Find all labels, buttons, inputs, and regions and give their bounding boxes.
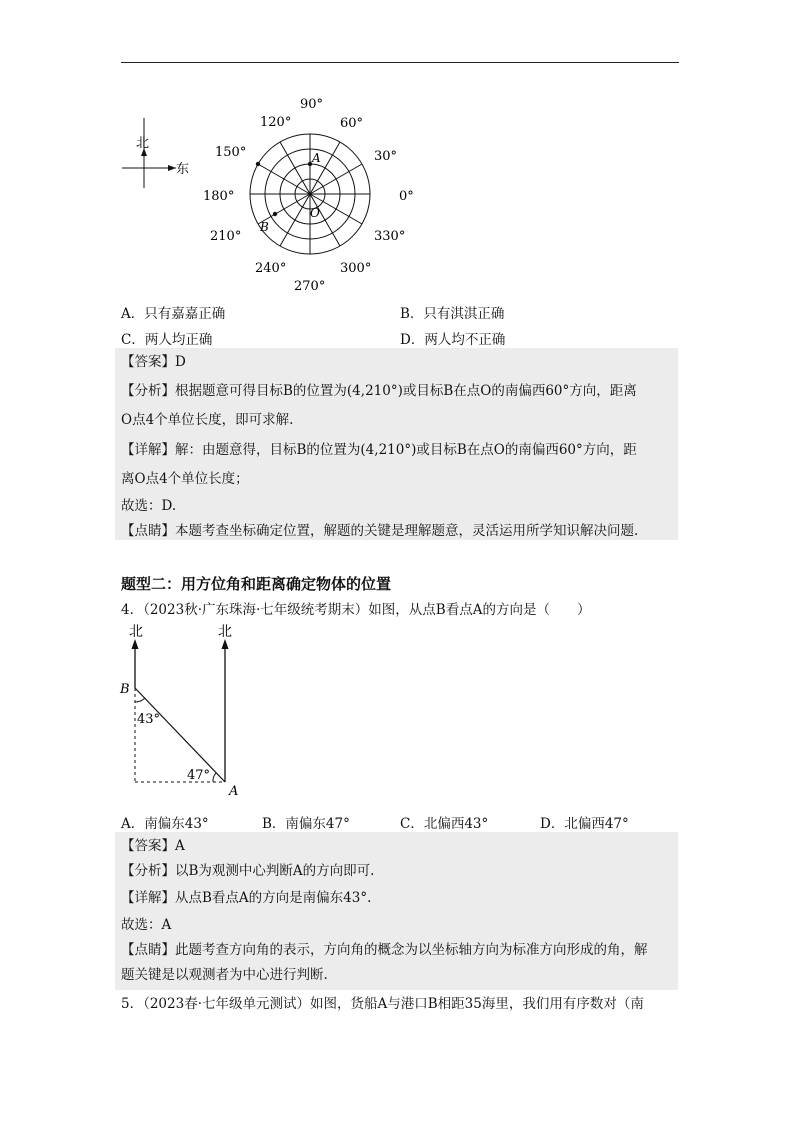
polar-grid-figure: [118, 90, 418, 295]
q4-answer-block: [115, 832, 678, 990]
q4-analysis: 【分析】以B为观测中心判断A的方向即可.: [121, 863, 375, 879]
angle-label-30: 30°: [374, 149, 398, 164]
angle-label-120: 120°: [260, 115, 292, 130]
q4-option-c: C．北偏西43°: [400, 816, 489, 832]
point-o-label: O: [310, 206, 320, 220]
q4-detail: 【详解】从点B看点A的方向是南偏东43°.: [121, 890, 372, 906]
compass-east-label: 东: [176, 162, 190, 177]
q4-comment-line1: 【点睛】此题考查方向角的表示，方向角的概念为以坐标轴方向为标准方向形成的角，解: [121, 942, 648, 958]
section-title: 题型二：用方位角和距离确定物体的位置: [121, 575, 392, 593]
q3-option-c: C．两人均正确: [121, 332, 213, 348]
q3-analysis-line1: 【分析】根据题意可得目标B的位置为(4,210°)或目标B在点O的南偏西60°方向，距离: [121, 383, 637, 399]
polar-grid: [250, 134, 370, 254]
q3-comment: 【点睛】本题考查坐标确定位置，解题的关键是理解题意，灵活运用所学知识解决问题.: [121, 523, 639, 539]
q3-answer-block: [115, 348, 678, 540]
angle-label-0: 0°: [399, 189, 414, 204]
angle-label-270: 270°: [294, 279, 326, 294]
north-right-label: 北: [218, 624, 232, 640]
q3-detail-line1: 【详解】解：由题意得，目标B的位置为(4,210°)或目标B在点O的南偏西60°方向，距: [121, 442, 637, 458]
q4-comment-line2: 题关键是以观测者为中心进行判断.: [121, 967, 328, 983]
angle-label-180: 180°: [203, 189, 235, 204]
point-a-label-fig2: A: [229, 784, 239, 799]
angle-label-300: 300°: [340, 261, 372, 276]
q4-option-b: B．南偏东47°: [262, 816, 350, 832]
north-left-label: 北: [129, 624, 143, 640]
q3-option-a: A．只有嘉嘉正确: [121, 306, 226, 322]
point-a-label: A: [312, 151, 321, 165]
q3-option-d: D．两人均不正确: [400, 332, 506, 348]
angle-label-90: 90°: [300, 97, 324, 112]
angle-label-60: 60°: [340, 116, 364, 131]
point-b-dot: [273, 212, 277, 216]
q3-choose: 故选：D.: [121, 498, 177, 514]
direction-figure: [115, 622, 255, 802]
q3-analysis-line2: O点4个单位长度，即可求解.: [121, 412, 294, 428]
compass-icon: [122, 118, 189, 188]
q3-option-b: B．只有淇淇正确: [400, 306, 505, 322]
compass-north-label: 北: [136, 136, 150, 151]
angle-label-240: 240°: [255, 261, 287, 276]
angle-label-210: 210°: [210, 229, 242, 244]
q4-answer: 【答案】A: [121, 838, 185, 854]
q3-answer: 【答案】D: [121, 354, 186, 370]
q5-stem: 5．（2023春·七年级单元测试）如图，货船A与港口B相距35海里，我们用有序数对（南: [121, 996, 644, 1012]
q3-detail-line2: 离O点4个单位长度；: [121, 471, 249, 487]
q4-option-a: A．南偏东43°: [121, 816, 209, 832]
angle-43-label: 43°: [137, 712, 161, 727]
header-rule: [121, 62, 679, 63]
angle-label-330: 330°: [374, 229, 406, 244]
q4-stem: 4．（2023秋·广东珠海·七年级统考期末）如图，从点B看点A的方向是（ ）: [121, 602, 591, 618]
point-b-label-fig2: B: [120, 682, 130, 697]
angle-label-150: 150°: [215, 145, 247, 160]
angle-47-label: 47°: [187, 768, 211, 783]
q4-option-d: D．北偏西47°: [540, 816, 629, 832]
q4-choose: 故选：A: [121, 917, 172, 933]
point-150-dot: [256, 162, 260, 166]
point-b-label: B: [260, 220, 269, 234]
